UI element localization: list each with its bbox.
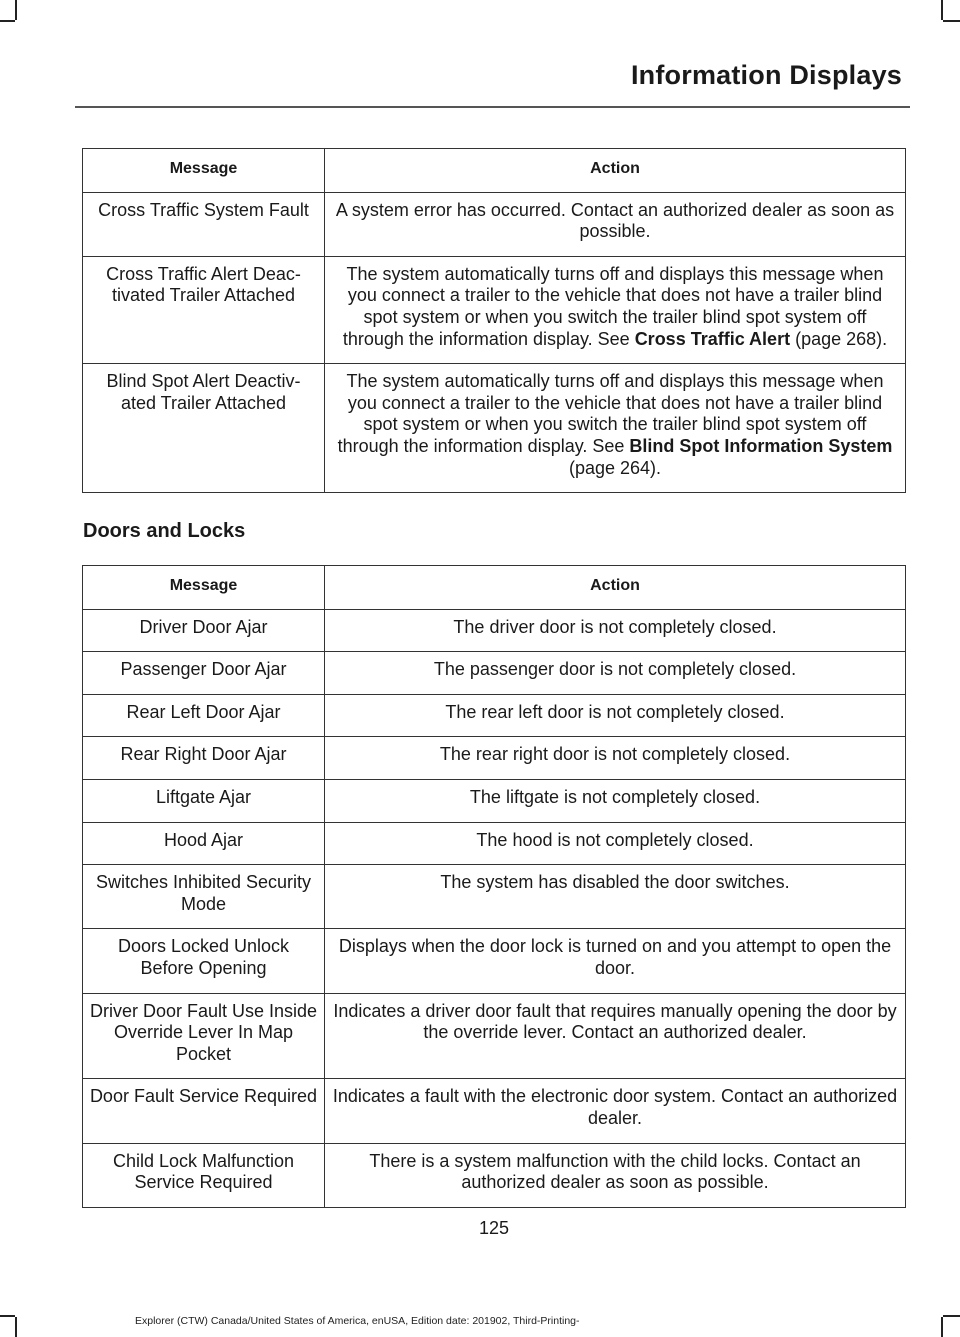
table-row bbox=[83, 1079, 906, 1143]
section-heading: Doors and Locks bbox=[83, 520, 246, 542]
table-row bbox=[83, 822, 906, 865]
message-cell: Liftgate Ajar bbox=[83, 779, 325, 822]
action-cell: The hood is not completely closed. bbox=[325, 822, 906, 865]
table-row bbox=[83, 364, 906, 493]
crop-mark bbox=[941, 1317, 943, 1337]
action-cell: Displays when the door lock is turned on and you attempt to open the door. bbox=[325, 929, 906, 993]
table-row bbox=[83, 1143, 906, 1207]
action-cell: There is a system malfunction with the child locks. Contact an authorized dealer as soon as possible. bbox=[325, 1143, 906, 1207]
table-row bbox=[83, 865, 906, 929]
message-cell: Cross Traffic System Fault bbox=[83, 192, 325, 256]
table-row bbox=[83, 993, 906, 1079]
message-cell: Rear Left Door Ajar bbox=[83, 694, 325, 737]
column-header-message: Message bbox=[83, 566, 325, 610]
cross-reference-link[interactable]: Cross Traffic Alert bbox=[634, 328, 791, 349]
crop-mark bbox=[941, 0, 943, 20]
doors-and-locks-table bbox=[82, 565, 906, 1208]
edition-footer: Explorer (CTW) Canada/United States of America, enUSA, Edition date: 201902, Third-Printing- bbox=[135, 1315, 580, 1327]
crop-mark bbox=[0, 1315, 15, 1317]
message-cell: Driver Door Ajar bbox=[83, 609, 325, 652]
page-reference: (page 264). bbox=[568, 457, 662, 478]
action-cell: A system error has occurred. Contact an authorized dealer as soon as possible. bbox=[325, 192, 906, 256]
cross-traffic-messages-table bbox=[82, 148, 906, 493]
table-row bbox=[83, 929, 906, 993]
message-cell: Doors Locked Unlock Before Opening bbox=[83, 929, 325, 993]
crop-mark bbox=[943, 1315, 960, 1317]
action-cell: The passenger door is not completely closed. bbox=[325, 652, 906, 695]
action-cell bbox=[325, 256, 906, 363]
table-header-row bbox=[83, 149, 906, 193]
message-cell: Child Lock Malfunction Service Required bbox=[83, 1143, 325, 1207]
crop-mark bbox=[15, 1317, 17, 1337]
column-header-action: Action bbox=[325, 149, 906, 193]
table-header-row bbox=[83, 566, 906, 610]
message-cell: Door Fault Service Required bbox=[83, 1079, 325, 1143]
crop-mark bbox=[15, 0, 17, 20]
message-cell: Switches Inhibited Security Mode bbox=[83, 865, 325, 929]
action-cell: The liftgate is not completely closed. bbox=[325, 779, 906, 822]
message-cell: Driver Door Fault Use Inside Override Lever In Map Pocket bbox=[83, 993, 325, 1079]
table-row bbox=[83, 256, 906, 363]
table-row bbox=[83, 652, 906, 695]
message-cell: Passenger Door Ajar bbox=[83, 652, 325, 695]
crop-mark bbox=[943, 20, 960, 22]
action-cell: Indicates a fault with the electronic door system. Contact an authorized dealer. bbox=[325, 1079, 906, 1143]
action-cell: The driver door is not completely closed. bbox=[325, 609, 906, 652]
table-row bbox=[83, 192, 906, 256]
crop-mark bbox=[0, 20, 15, 22]
table-row bbox=[83, 609, 906, 652]
table-row bbox=[83, 779, 906, 822]
message-cell: Cross Traffic Alert Deac-tivated Trailer Attached bbox=[83, 256, 325, 363]
action-text: The system automatically turns off and displays this message when you connect a trailer to the vehicle that does not have a trailer blind spot system or when you switch the trailer blind spot system off through the information display. See bbox=[342, 263, 884, 349]
action-cell bbox=[325, 364, 906, 493]
action-cell: Indicates a driver door fault that requires manually opening the door by the override lever. Contact an authorized dealer. bbox=[325, 993, 906, 1079]
page-title: Information Displays bbox=[630, 60, 902, 90]
column-header-message: Message bbox=[83, 149, 325, 193]
table-row bbox=[83, 694, 906, 737]
cross-reference-link[interactable]: Blind Spot Information System bbox=[629, 435, 893, 456]
message-cell: Hood Ajar bbox=[83, 822, 325, 865]
column-header-action: Action bbox=[325, 566, 906, 610]
action-cell: The rear right door is not completely closed. bbox=[325, 737, 906, 780]
page-reference: (page 268). bbox=[790, 328, 888, 349]
message-cell: Blind Spot Alert Deactiv-ated Trailer Attached bbox=[83, 364, 325, 493]
table-row bbox=[83, 737, 906, 780]
header-divider bbox=[75, 106, 910, 108]
action-cell: The system has disabled the door switches. bbox=[325, 865, 906, 929]
message-cell: Rear Right Door Ajar bbox=[83, 737, 325, 780]
action-cell: The rear left door is not completely closed. bbox=[325, 694, 906, 737]
action-text: The system automatically turns off and displays this message when you connect a trailer to the vehicle that does not have a trailer blind spot system or when you switch the trailer blind spot system off through the information display. See bbox=[337, 371, 884, 456]
page-number: 125 bbox=[478, 1218, 510, 1238]
